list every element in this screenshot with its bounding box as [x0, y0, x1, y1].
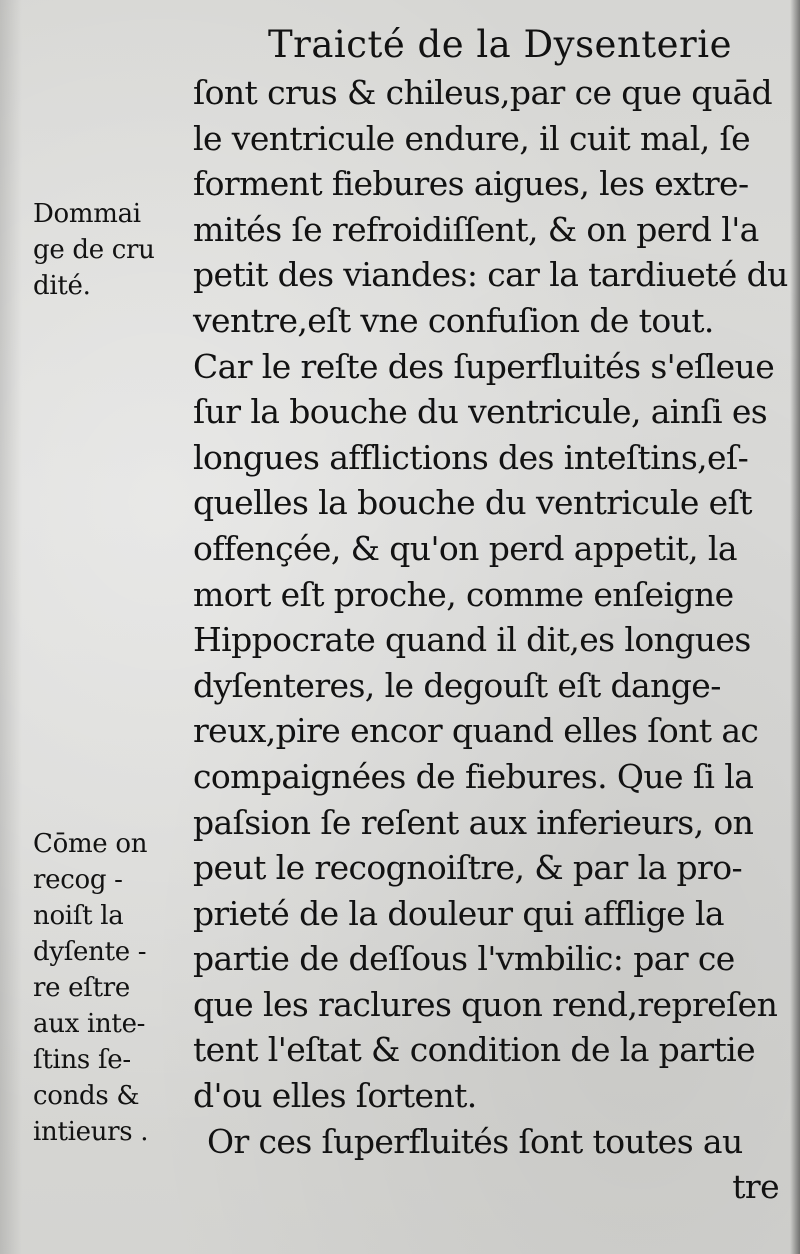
body-text — [193, 70, 793, 1210]
body-line: ventre,eſt vne confuſion de tout. — [193, 300, 714, 340]
margin-note-line: recog - — [33, 865, 123, 895]
margin-note-line: ſtins ſe- — [33, 1045, 131, 1075]
margin-note-line: dyſente - — [33, 937, 147, 967]
body-line: quelles la bouche du ventricule eſt — [193, 483, 752, 523]
body-line: dyſenteres, le degouſt eſt dange- — [193, 665, 721, 705]
margin-note-1 — [33, 196, 183, 304]
body-line: forment fiebures aigues, les extre- — [193, 164, 749, 204]
margin-note-line: re eſtre — [33, 973, 130, 1003]
body-line: compaignées de fiebures. Que ſi la — [193, 756, 754, 796]
body-line: tent l'eſtat & condition de la partie — [193, 1030, 756, 1070]
body-line: peut le recognoiſtre, & par la pro- — [193, 848, 743, 888]
body-line: Car le reſte des ſuperfluités s'eſleue — [193, 346, 775, 386]
body-line: que les raclures quon rend,repreſen — [193, 984, 778, 1024]
body-line: mités ſe refroidiſſent, & on perd l'a — [193, 209, 759, 249]
margin-note-line: Cōme on — [33, 829, 148, 859]
margin-note-line: Dommai — [33, 199, 141, 229]
body-line: Hippocrate quand il dit,es longues — [193, 620, 751, 660]
body-line: d'ou elles ſortent. — [193, 1076, 477, 1116]
margin-note-line: intieurs . — [33, 1117, 149, 1147]
catchword: tre — [732, 1167, 779, 1207]
margin-note-line: noiſt la — [33, 901, 124, 931]
body-line: mort eſt proche, comme enſeigne — [193, 574, 734, 614]
body-line: ſur la bouche du ventricule, ainſi es — [193, 392, 768, 432]
page-gutter-shadow — [0, 0, 22, 1254]
running-head: Traicté de la Dysenterie — [268, 23, 732, 66]
body-line: partie de deſſous l'vmbilic: par ce — [193, 939, 735, 979]
body-line: offençée, & qu'on perd appetit, la — [193, 528, 737, 568]
body-line: reux,pire encor quand elles ſont ac — [193, 711, 759, 751]
margin-note-line: aux inte- — [33, 1009, 146, 1039]
margin-note-line: conds & — [33, 1081, 140, 1111]
body-line: paſsion ſe reſent aux inferieurs, on — [193, 802, 754, 842]
margin-note-2 — [33, 826, 183, 1150]
body-line: Or ces ſuperfluités ſont toutes au — [207, 1121, 743, 1161]
body-line: petit des viandes: car la tardiueté du — [193, 255, 788, 295]
body-line: longues afflictions des inteſtins,eſ- — [193, 437, 749, 477]
body-line: le ventricule endure, il cuit mal, ſe — [193, 118, 751, 158]
body-line: prieté de la douleur qui afflige la — [193, 893, 724, 933]
margin-note-line: ge de cru — [33, 235, 155, 265]
margin-note-line: dité. — [33, 271, 91, 301]
body-line: ſont crus & chileus,par ce que quād — [193, 73, 773, 112]
